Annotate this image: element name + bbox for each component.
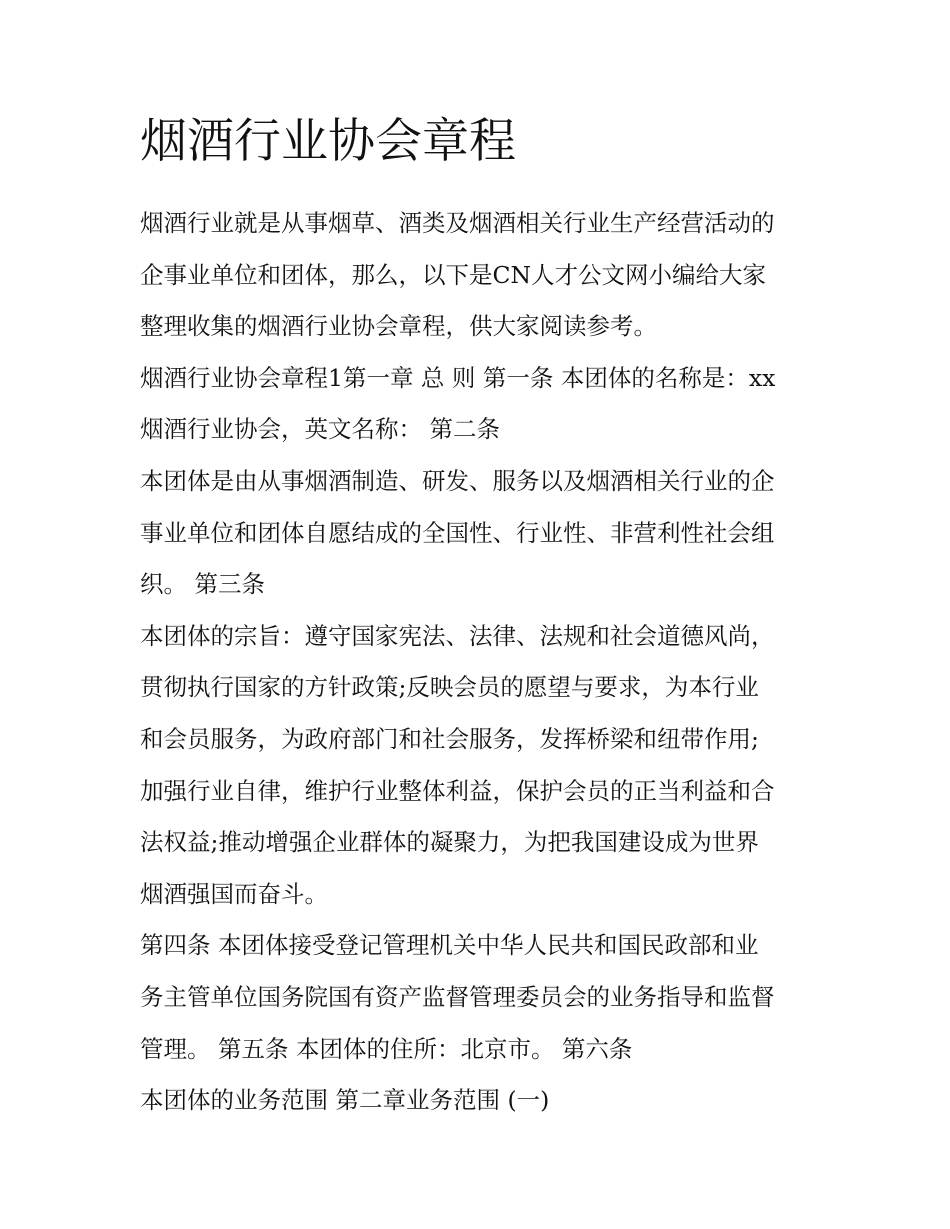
text-line: 管理。 第五条 本团体的住所：北京市。 第六条 [140, 1034, 633, 1063]
text-line: 烟酒行业就是从事烟草、酒类及烟酒相关行业生产经营活动的 [140, 209, 775, 237]
text-line: 织。 第三条 [140, 570, 265, 599]
text-line: 和会员服务，为政府部门和社会服务，发挥桥梁和纽带作用; [140, 724, 759, 753]
text-line: 烟酒行业协会，英文名称： 第二条 [140, 415, 500, 444]
text-line: 第四条 本团体接受登记管理机关中华人民共和国民政部和业 [140, 931, 759, 960]
text-line: 法权益;推动增强企业群体的凝聚力，为把我国建设成为世界 [140, 828, 759, 857]
document-body [140, 198, 820, 1127]
text-line: 加强行业自律，维护行业整体利益，保护会员的正当利益和合 [140, 776, 775, 805]
text-line: 本团体是由从事烟酒制造、研发、服务以及烟酒相关行业的企 [140, 466, 775, 495]
text-line: 烟酒强国而奋斗。 [140, 879, 328, 908]
text-line: 本团体的业务范围 第二章业务范围 (一) [140, 1086, 550, 1115]
text-line: 本团体的宗旨：遵守国家宪法、法律、法规和社会道德风尚， [140, 621, 775, 650]
text-line: 企事业单位和团体，那么，以下是CN人才公文网小编给大家 [140, 260, 767, 289]
text-line: 贯彻执行国家的方针政策;反映会员的愿望与要求，为本行业 [140, 673, 759, 702]
text-line: 整理收集的烟酒行业协会章程，供大家阅读参考。 [140, 312, 657, 341]
text-line: 务主管单位国务院国有资产监督管理委员会的业务指导和监督 [140, 982, 775, 1011]
text-line: 事业单位和团体自愿结成的全国性、行业性、非营利性社会组 [140, 518, 775, 547]
document-title: 烟酒行业协会章程 [140, 114, 516, 169]
text-line: 烟酒行业协会章程1第一章 总 则 第一条 本团体的名称是：xx [140, 363, 776, 392]
